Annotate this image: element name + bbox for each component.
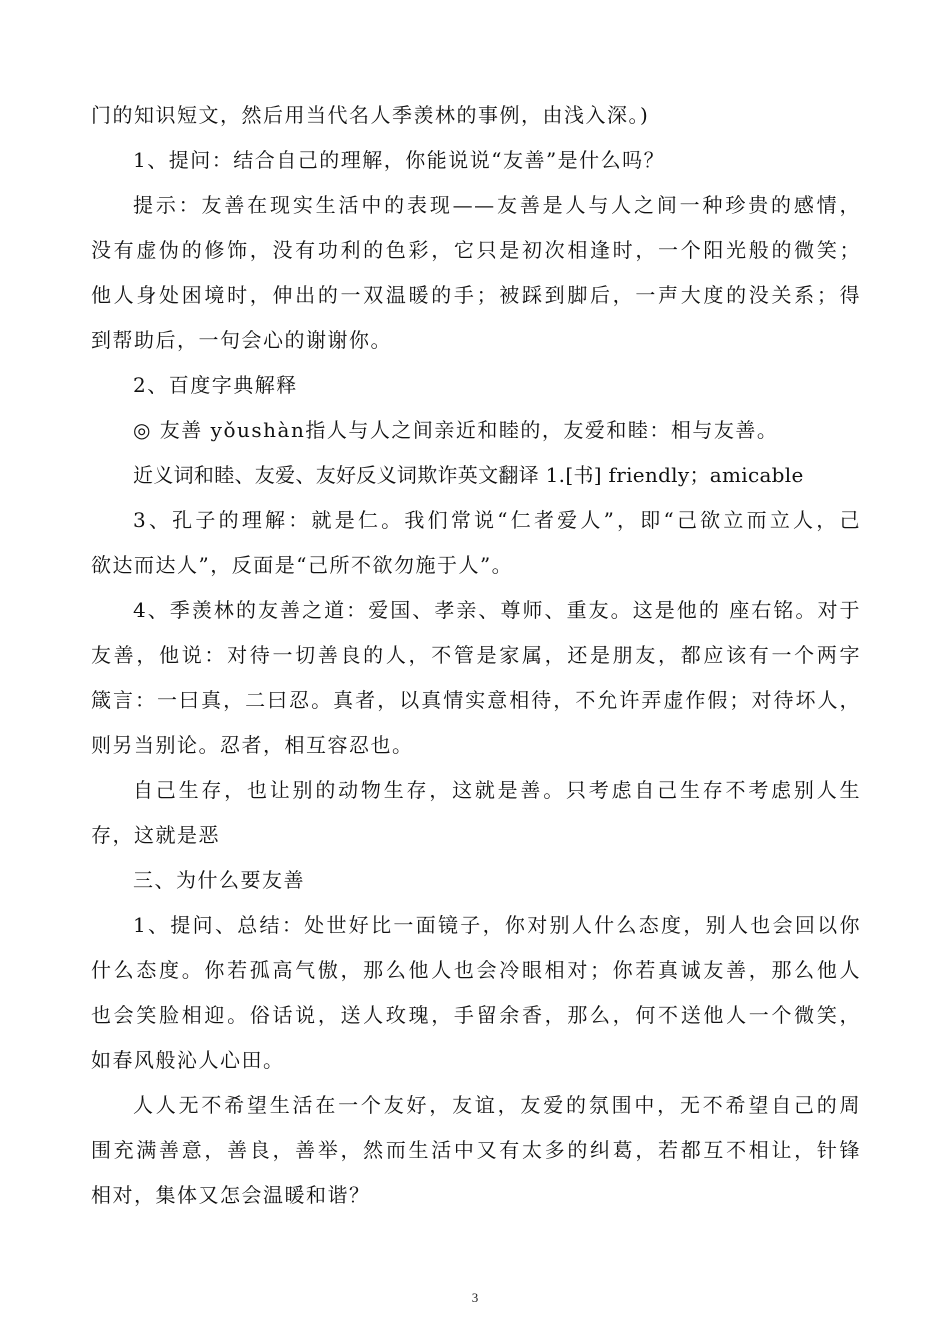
- paragraph-line: ◎ 友善 yǒushàn指人与人之间亲近和睦的，友爱和睦：相与友善。: [133, 418, 779, 442]
- paragraph-line: 如春风般沁人心田。: [91, 1048, 285, 1072]
- paragraph-line: 箴言：一曰真，二曰忍。真者，以真情实意相待，不允许弄虚作假；对待坏人，: [91, 688, 861, 712]
- paragraph-line: 没有虚伪的修饰，没有功利的色彩，它只是初次相逢时，一个阳光般的微笑；: [91, 238, 861, 262]
- paragraph-line: 也会笑脸相迎。俗话说，送人玫瑰，手留余香，那么，何不送他人一个微笑，: [91, 1003, 861, 1027]
- paragraph-line: 相对，集体又怎会温暖和谐？: [91, 1183, 371, 1207]
- paragraph-line: 1、提问、总结：处世好比一面镜子，你对别人什么态度，别人也会回以你: [133, 913, 861, 937]
- paragraph-line: 什么态度。你若孤高气傲，那么他人也会冷眼相对；你若真诚友善，那么他人: [91, 958, 861, 982]
- paragraph-line: 自己生存，也让别的动物生存，这就是善。只考虑自己生存不考虑别人生: [133, 778, 861, 802]
- paragraph-line: 近义词和睦、友爱、友好反义词欺诈英文翻译 1.[书] friendly；amicable: [133, 463, 804, 487]
- paragraph-line: 门的知识短文，然后用当代名人季羡林的事例，由浅入深。): [91, 103, 650, 127]
- paragraph-line: 3、孔子的理解：就是仁。我们常说“仁者爱人”，即“己欲立而立人，己: [133, 508, 861, 532]
- paragraph-line: 他人身处困境时，伸出的一双温暖的手；被踩到脚后，一声大度的没关系；得: [91, 283, 861, 307]
- paragraph-line: 2、百度字典解释: [133, 373, 298, 397]
- paragraph-line: 欲达而达人”，反面是“己所不欲勿施于人”。: [91, 553, 514, 577]
- paragraph-line: 到帮助后，一句会心的谢谢你。: [91, 328, 392, 352]
- paragraph-line: 围充满善意，善良，善举，然而生活中又有太多的纠葛，若都互不相让，针锋: [91, 1138, 861, 1162]
- paragraph-line: 友善，他说：对待一切善良的人，不管是家属，还是朋友，都应该有一个两字: [91, 643, 861, 667]
- paragraph-line: 人人无不希望生活在一个友好，友谊，友爱的氛围中，无不希望自己的周: [133, 1093, 861, 1117]
- paragraph-line: 4、季羡林的友善之道：爱国、孝亲、尊师、重友。这是他的 座右铭。对于: [133, 598, 861, 622]
- paragraph-line: 1、提问：结合自己的理解，你能说说“友善”是什么吗？: [133, 148, 666, 172]
- section-heading: 三、为什么要友善: [133, 868, 305, 892]
- paragraph-line: 存，这就是恶: [91, 823, 220, 847]
- paragraph-line: 则另当别论。忍者，相互容忍也。: [91, 733, 414, 757]
- paragraph-line: 提示：友善在现实生活中的表现——友善是人与人之间一种珍贵的感情，: [133, 193, 861, 217]
- page-number: 3: [471, 1290, 479, 1305]
